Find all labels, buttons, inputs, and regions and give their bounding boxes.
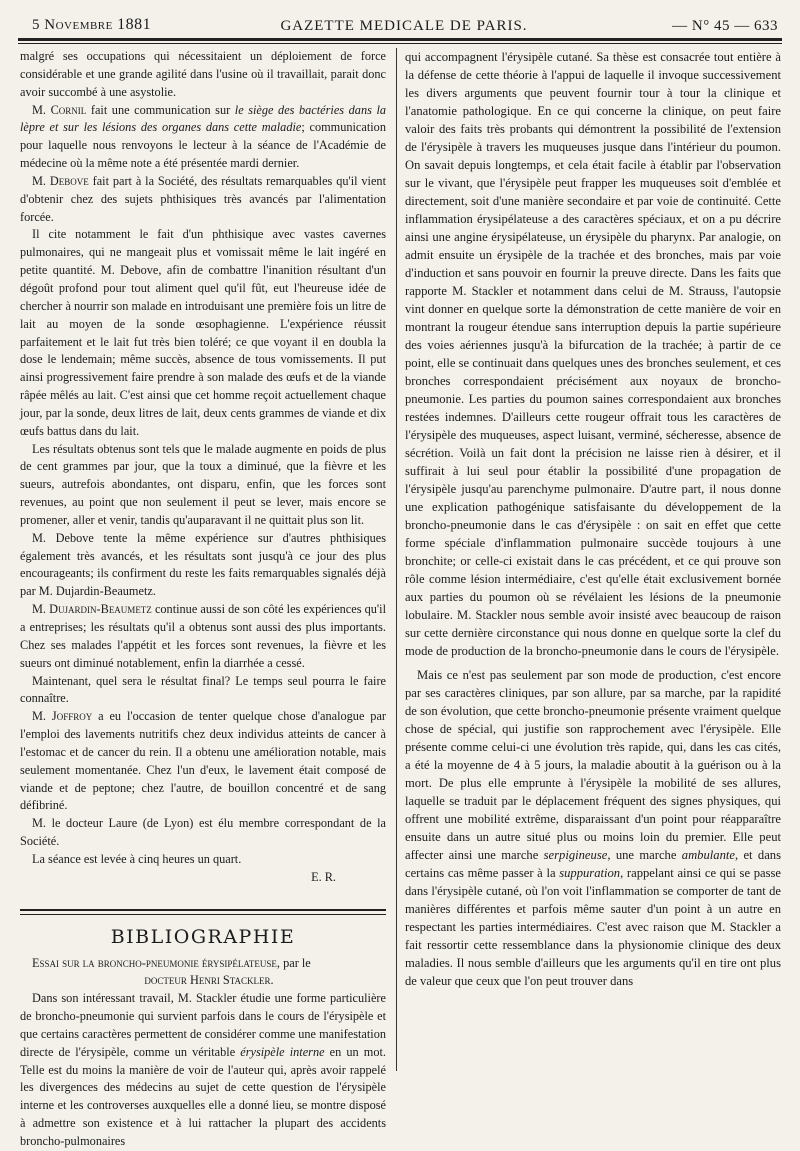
paragraph-review-cont: qui accompagnent l'érysipèle cutané. Sa thèse est consacrée tout entière à la défense de cette théorie à l'appui de laquelle il invoque successivement les divers arguments que peuvent fournir tour à tour la clinique et l'anatomie pathologique. En ce qui concerne la clinique, on peut faire valoir des faits très probants qui démontrent la possibilité de l'extension de l'érysipèle à travers les muqueuses jusque dans l'intérieur du poumon. On savait depuis longtemps, et cela était facile à établir par l'observation sur le vivant, que l'érysipèle peut frapper les muqueuses soit d'emblée et directement, soit d'une manière secondaire et par voie de continuité. Cette inflammation érysipélateuse a des caractères spéciaux, et on a pu décrire ainsi une angine érysipélateuse, un érysipèle du pharynx. Par analogie, on admit ensuite un érysipèle de la trachée et des bronches, mais par voie d'induction et sans pouvoir en fournir la preuve directe. Dans les faits que rapporte M. Stackler et notamment dans celui de M. Strauss, l'autopsie vint donner en quelque sorte la démonstration de cette manière de voir en montrant la rougeur étendue sans interruption depuis la partie supérieure des voies aériennes jusqu'à la bifurcation de la trachée; à partir de ce point, elle se continuait dans quelques unes des bronches seulement, et ces bronches correspondaient précisément aux noyaux de broncho-pneumonie. Les parties du poumon saines correspondaient aux bronches restées indemnes. D'ailleurs cette rougeur offrait tous les caractères de l'érysipèle des muqueuses, aspect luisant, verminé, sécheresse, absence de sécrétion. Voilà un fait dont la précision ne laisse rien à désirer, et il suffirait à lui seul pour établir la possibilité d'une propagation de l'érysipèle jusqu'au parenchyme pulmonaire. D'autre part, il nous donne une explication pathogénique satisfaisante du développement de la broncho-pneumonie dans le cas d'érysipèle : on sait en effet que cette forme spéciale d'inflammation pulmonaire succède toujours à une bronchite; or celle-ci existait dans le cas précédent, et ce qui prouve son rôle comme lésion intermédiaire, c'est qu'elle était exclusivement bornée aux parties du poumon où se révélaient les lésions de la pneumonie lobulaire. M. Stackler nous semble avoir insisté avec beaucoup de raison sur cette dernière circonstance qui nous donne en quelque sorte la clef du mode de production de la broncho-pneumonie dans le cours de l'érysipèle. — [405, 50, 781, 658]
clinical-text-a: Mais ce n'est pas seulement par son mode de production, c'est encore par ses caractères cliniques, par son allure, par sa marche, par la rapidité de son évolution, que cette broncho-pneumonie présente vraiment quelque chose de spécial, qui justifie son rapprochement avec l'érysipèle. Elle présente comme celui-ci une évolution très rapide, qui, dans les cas cités, a été la moyenne de 4 à 5 jours, la maladie aboutit à la guérison ou à la mort. De plus elle emprunte à l'érysipèle la mobilité de ses allures, laquelle se traduit par le déplacement fréquent des signes physiques, qui offrent une mobilité extrême, disparaissant d'un point pour réapparaître ensuite dans un autre situé plus ou moins loin du premier. Elle peut affecter ainsi une marche — [405, 668, 781, 862]
paragraph-laure: M. le docteur Laure (de Lyon) est élu membre correspondant de la Société. — [20, 816, 386, 849]
debove-text: fait part à la Société, des résultats remarquables qu'il vient d'obtenir chez des sujets phthisiques très avancés par l'alimentation forcée. — [20, 173, 386, 224]
paragraph-maintenant: Maintenant, quel sera le résultat final? Le temps seul pourra le faire connaître. — [20, 673, 386, 706]
left-column — [20, 48, 387, 1148]
em-ambulante: ambulante — [681, 848, 735, 862]
column-divider — [396, 48, 397, 1071]
paragraph-joffroy — [20, 708, 386, 815]
book-citation — [20, 955, 386, 991]
clinical-text-d: , rappelant ainsi ce qui se passe dans l'érysipèle cutané, où l'on voit l'inflammation se comporter de tant de manières différentes et parfois même sauter d'un point à un autre en respectant les parties intermédiaires. C'est avec raison que M. Stackler a fait ressortir cette ressemblance dans la physionomie clinique des deux maladies. Il nous semble d'ailleurs que les arguments qu'il en tire ont plus de valeur que ceux que l'on peut trouver dans — [405, 866, 781, 988]
review-em-erysipele-interne: érysipèle interne — [240, 1044, 325, 1059]
em-serpigineuse: serpigineuse — [543, 848, 608, 862]
header-rule-thick — [18, 38, 782, 41]
header-rule-thin — [18, 43, 782, 44]
name-cornil: M. Cornil — [32, 102, 87, 117]
paragraph-dujardin — [20, 601, 386, 672]
cornil-text-b: ; communication pour laquelle nous renvoyons le lecteur à la séance de l'Académie de médecine où la même note a été présentée mardi dernier. — [20, 120, 386, 171]
section-rule-thin — [20, 914, 386, 915]
clinical-text-b: , une marche — [607, 848, 682, 862]
name-debove: M. Debove — [32, 173, 89, 188]
paragraph-debove — [20, 173, 386, 227]
book-title: Essai sur la broncho-pneumonie érysipélateuse, — [32, 955, 281, 970]
right-column — [405, 48, 781, 1078]
book-author: docteur Henri Stackler. — [144, 973, 274, 988]
signature: E. R. — [311, 869, 336, 884]
paragraph-continuation: malgré ses occupations qui nécessitaient un déploiement de force considérable et une grande agilité dans l'usine où il travaillait, parait donc avoir succombé à une asystolie. — [20, 49, 386, 99]
review-text-a: Dans son intéressant travail, M. Stackler étudie une forme particulière de broncho-pneumonie qui survient parfois dans le cours de l'érysipèle et que certains caractères permettent de considérer comme une manifestation directe de l'érysipèle, comme un véritable — [20, 991, 387, 1059]
review-text-b: en un mot. Telle est du moins la manière de voir de l'auteur qui, après avoir rappelé les divergences des médecins au sujet de cette question de l'érysipèle interne et les controverses auxquelles elle a donné lieu, se montre disposé à admettre son existence et à lui rattacher la plupart des accidents broncho-pulmonaires — [20, 1044, 386, 1148]
paragraph-resultats: Les résultats obtenus sont tels que le malade augmente en poids de plus de cent grammes par jour, que la toux a diminué, que la fièvre et les sueurs, autrefois abondantes, ont disparu, enfin, que les forces sont revenues, au point que non seulement il peut se lever, mais encore se promener, aller et venir, tandis qu'auparavant il ne quittait plus son lit. — [20, 441, 386, 527]
paragraph-seance: La séance est levée à cinq heures un quart. — [32, 851, 242, 866]
book-par: par le — [280, 955, 311, 970]
dujardin-text: continue aussi de son côté les expériences qu'il a entreprises; les résultats qu'il a obtenus sont aussi des plus importants. Chez ses malades l'appétit et les forces sont revenues, la fièvre et les sueurs ont diminué notablement, enfin la diarrhée a cessé. — [20, 602, 386, 670]
paragraph-clinical — [405, 666, 781, 990]
section-title-bibliographie: BIBLIOGRAPHIE — [110, 925, 296, 948]
name-dujardin: M. Dujardin-Beaumetz — [32, 602, 152, 617]
issue-number: — N° 45 — 633 — [672, 18, 778, 34]
section-rule-thick — [20, 909, 386, 911]
page-header — [26, 14, 782, 36]
paragraph-tente: M. Debove tente la même expérience sur d'autres phthisiques également très avancés, et les résultats sont jusqu'à ce jour des plus encourageants; ils confirment du reste les faits remarquables signalés déjà par M. Dujardin-Beaumetz. — [20, 530, 386, 599]
joffroy-text: a eu l'occasion de tenter quelque chose d'analogue par l'emploi des lavements nutritifs chez deux individus atteints de cancer à l'estomac et de cancer du rein. Il a obtenu une amélioration notable, mais seulement momentanée. Chez l'un d'eux, le lavement était composé de viande et de peptone; chez l'autre, de bouillon concentré et de sang défibriné. — [20, 709, 387, 813]
date-month: Novembre — [44, 17, 113, 33]
cornil-text-a: fait une communication sur — [86, 102, 235, 117]
name-joffroy: M. Joffroy — [32, 709, 93, 724]
journal-title: GAZETTE MEDICALE DE PARIS. — [280, 18, 528, 34]
em-suppuration: suppuration — [559, 866, 621, 880]
paragraph-review-start — [20, 990, 386, 1151]
clinical-text-c: , et dans certains cas même passer à la — [405, 848, 781, 880]
date-year: 1881 — [117, 16, 152, 33]
date-day: 5 — [32, 17, 40, 33]
paragraph-cornil — [20, 102, 386, 173]
cornil-topic: le siège des bactéries dans la lèpre et sur les lésions des organes dans cette maladie — [20, 102, 387, 135]
paragraph-cite: Il cite notamment le fait d'un phthisique avec vastes cavernes pulmonaires, qui ne mangeait plus et vomissait même le lait ingéré en petite quantité. M. Debove, afin de combattre l'inanition résultant d'un dégoût profond pour tout aliment quel qu'il fût, eut l'heureuse idée de chercher à nourrir son malade en introduisant une première fois un litre de lait au moyen de la sonde œsophagienne. L'expérience réussit parfaitement et le lait fut très bien toléré; ce que voyant il en doubla la dose le lendemain; même succès, absence de tous vomissements. Il put ainsi progressivement faire prendre à son malade des œufs et de la viande râpée mêlés au lait. C'est ainsi que cet homme reçoit actuellement chaque jour, par la sonde, deux litres de lait, deux cents grammes de viande et dix œufs battus dans du lait. — [20, 227, 386, 438]
